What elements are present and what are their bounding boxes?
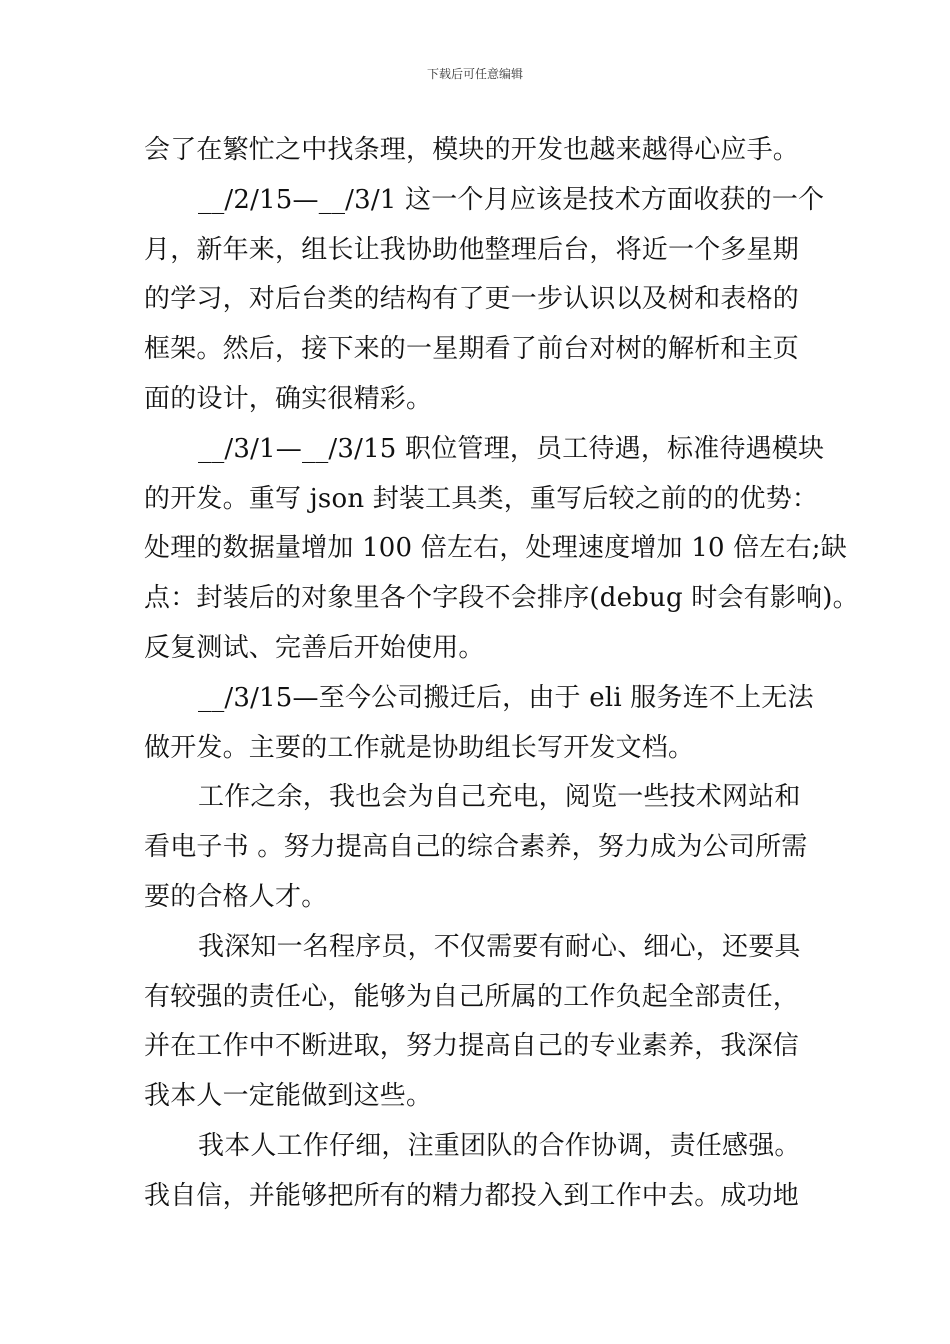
- body-line: 并在工作中不断进取，努力提高自己的专业素养，我深信: [144, 1031, 800, 1062]
- body-line: __/3/1—__/3/15 职位管理，员工待遇，标准待遇模块: [198, 433, 825, 464]
- body-line: 月，新年来，组长让我协助他整理后台，将近一个多星期: [144, 234, 800, 265]
- body-line: 我自信，并能够把所有的精力都投入到工作中去。成功地: [144, 1180, 800, 1211]
- body-line: 会了在繁忙之中找条理，模块的开发也越来越得心应手。: [144, 135, 800, 165]
- body-line: 框架。然后，接下来的一星期看了前台对树的解析和主页: [144, 334, 800, 365]
- body-line: __/2/15—__/3/1 这一个月应该是技术方面收获的一个: [198, 184, 825, 215]
- body-line: 反复测试、完善后开始使用。: [144, 632, 485, 663]
- body-line: 工作之余，我也会为自己充电，阅览一些技术网站和: [198, 782, 801, 813]
- body-line: 我本人一定能做到这些。: [144, 1081, 433, 1112]
- body-line: 的开发。重写 json 封装工具类，重写后较之前的的优势：: [144, 483, 819, 514]
- body-line: 要的合格人才。: [144, 881, 328, 912]
- body-line: 我深知一名程序员，不仅需要有耐心、细心，还要具: [198, 931, 801, 962]
- body-line: 我本人工作仔细，注重团队的合作协调，责任感强。: [198, 1130, 801, 1161]
- page-header-note: 下载后可任意编辑: [426, 67, 523, 81]
- body-line: 处理的数据量增加 100 倍左右，处理速度增加 10 倍左右;缺: [144, 533, 847, 564]
- body-line: 的学习，对后台类的结构有了更一步认识以及树和表格的: [144, 284, 800, 315]
- body-line: 做开发。主要的工作就是协助组长写开发文档。: [144, 732, 695, 763]
- body-line: 面的设计，确实很精彩。: [144, 383, 433, 414]
- body-line: __/3/15—至今公司搬迁后，由于 eli 服务连不上无法: [198, 682, 814, 713]
- document-body: [144, 126, 859, 1222]
- body-line: 有较强的责任心，能够为自己所属的工作负起全部责任，: [144, 981, 800, 1012]
- body-line: 看电子书 。努力提高自己的综合素养，努力成为公司所需: [144, 832, 808, 863]
- body-line: 点：封装后的对象里各个字段不会排序(debug 时会有影响)。: [144, 583, 859, 614]
